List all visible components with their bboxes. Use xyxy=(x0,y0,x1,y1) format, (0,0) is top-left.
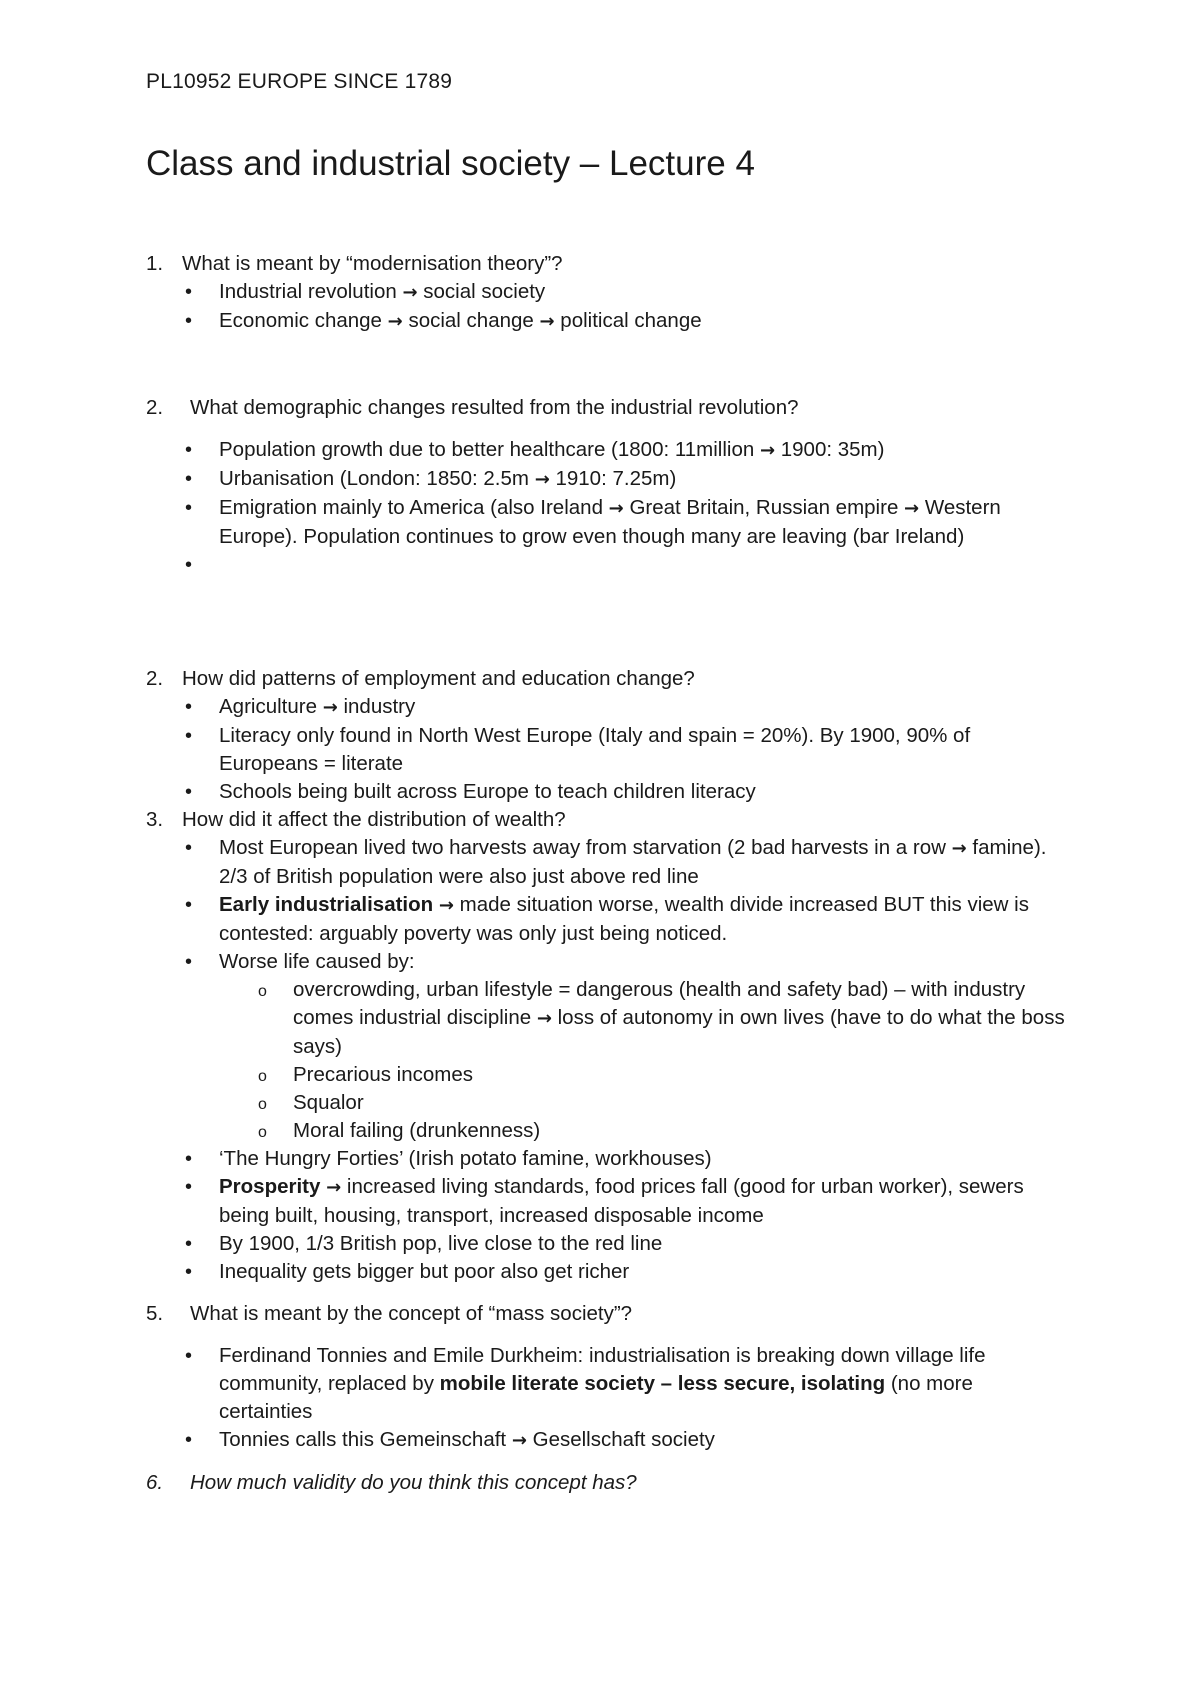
circle-bullet-icon: o xyxy=(258,1124,267,1141)
list-item: • Literacy only found in North West Europe (Italy and spain = 20%). By 1900, 90% of Europeans = literate xyxy=(185,724,971,775)
question-number: 1. xyxy=(146,252,164,275)
list-item: • Worse life caused by: xyxy=(146,948,1066,976)
list-item-empty xyxy=(146,551,1066,579)
list-item: • Schools being built across Europe to teach children literacy xyxy=(146,778,1066,806)
question-text: How did patterns of employment and education change? xyxy=(182,667,695,690)
bullet-icon: • xyxy=(185,951,193,973)
question-3 xyxy=(146,665,1066,693)
bullet-icon: • xyxy=(185,1176,193,1198)
question-6 xyxy=(146,1469,1066,1497)
arrow-icon: → xyxy=(387,311,403,332)
list-item: • Emigration mainly to America (also Ireland → Great Britain, Russian empire → Western Europe). Population continues to grow even though many are leaving (bar Ireland) xyxy=(185,496,1001,548)
bullet-icon: • xyxy=(185,894,193,916)
circle-bullet-icon: o xyxy=(258,1068,267,1085)
list-item: • Ferdinand Tonnies and Emile Durkheim: industrialisation is breaking down village life community, replaced by mobile literate society – less secure, isolating (no more certainties xyxy=(185,1344,986,1423)
question-5 xyxy=(146,1300,1066,1328)
page-title: Class and industrial society – Lecture 4 xyxy=(146,144,755,183)
arrow-icon: → xyxy=(536,1008,552,1029)
sub-list-item: o Moral failing (drunkenness) xyxy=(146,1117,1066,1145)
list-item: • Agriculture → industry xyxy=(146,693,1066,722)
bullet-icon: • xyxy=(185,1429,193,1451)
question-text: What is meant by the concept of “mass society”? xyxy=(190,1302,633,1325)
list-item: • Early industrialisation → made situation worse, wealth divide increased BUT this view is contested: arguably poverty was only just being noticed. xyxy=(185,893,1029,945)
list-item: • Tonnies calls this Gemeinschaft → Gesellschaft society xyxy=(146,1426,1066,1455)
lecture-notes xyxy=(146,250,1066,1497)
list-item: • Prosperity → increased living standards, food prices fall (good for urban worker), sewers being built, housing, transport, increased disposable income xyxy=(185,1175,1024,1227)
bullet-icon: • xyxy=(185,439,193,461)
bullet-icon: • xyxy=(185,468,193,490)
bullet-icon: • xyxy=(185,1345,193,1367)
bullet-icon: • xyxy=(185,725,193,747)
question-1 xyxy=(146,250,1066,278)
sub-list-item: o overcrowding, urban lifestyle = dangerous (health and safety bad) – with industry comes industrial discipline → loss of autonomy in own lives (have to do what the boss says) xyxy=(258,978,1065,1058)
list-item: • Economic change → social change → political change xyxy=(146,307,1066,336)
arrow-icon: → xyxy=(511,1430,527,1451)
question-text: What demographic changes resulted from the industrial revolution? xyxy=(190,396,799,419)
bullet-icon: • xyxy=(185,1233,193,1255)
list-item: • Most European lived two harvests away from starvation (2 bad harvests in a row → famine). 2/3 of British population were also just above red line xyxy=(185,836,1047,888)
bullet-icon: • xyxy=(185,554,193,576)
arrow-icon: → xyxy=(951,838,967,859)
question-number: 2. xyxy=(146,396,164,419)
arrow-icon: → xyxy=(326,1177,342,1198)
question-number: 6. xyxy=(146,1471,164,1494)
question-number: 2. xyxy=(146,667,164,690)
bullet-icon: • xyxy=(185,837,193,859)
question-4 xyxy=(146,806,1066,834)
circle-bullet-icon: o xyxy=(258,1096,267,1113)
bullet-icon: • xyxy=(185,310,193,332)
circle-bullet-icon: o xyxy=(258,983,267,1000)
list-item: • Industrial revolution → social society xyxy=(146,278,1066,307)
list-item: • Inequality gets bigger but poor also get richer xyxy=(146,1258,1066,1286)
question-text: How did it affect the distribution of wealth? xyxy=(182,808,566,831)
question-text: How much validity do you think this concept has? xyxy=(190,1471,637,1494)
arrow-icon: → xyxy=(759,440,776,461)
question-text: What is meant by “modernisation theory”? xyxy=(182,252,563,275)
question-number: 5. xyxy=(146,1302,164,1325)
arrow-icon: → xyxy=(608,498,624,519)
list-item: • By 1900, 1/3 British pop, live close to the red line xyxy=(146,1230,1066,1258)
arrow-icon: → xyxy=(539,311,555,332)
sub-list-item: o Precarious incomes xyxy=(146,1061,1066,1089)
arrow-icon: → xyxy=(534,469,550,490)
list-item: • Urbanisation (London: 1850: 2.5m → 1910: 7.25m) xyxy=(146,465,1066,494)
bullet-icon: • xyxy=(185,1261,193,1283)
arrow-icon: → xyxy=(402,282,418,303)
arrow-icon: → xyxy=(322,697,338,718)
question-2 xyxy=(146,394,1066,422)
sub-list-item: o Squalor xyxy=(146,1089,1066,1117)
course-header: PL10952 EUROPE SINCE 1789 xyxy=(146,70,453,93)
bullet-icon: • xyxy=(185,1148,193,1170)
question-number: 3. xyxy=(146,808,164,831)
bullet-icon: • xyxy=(185,696,193,718)
list-item: • ‘The Hungry Forties’ (Irish potato famine, workhouses) xyxy=(146,1145,1066,1173)
list-item: • Population growth due to better healthcare (1800: 11million → 1900: 35m) xyxy=(146,436,1066,465)
bullet-icon: • xyxy=(185,781,193,803)
bullet-icon: • xyxy=(185,497,193,519)
arrow-icon: → xyxy=(904,498,920,519)
bullet-icon: • xyxy=(185,281,193,303)
arrow-icon: → xyxy=(438,895,454,916)
